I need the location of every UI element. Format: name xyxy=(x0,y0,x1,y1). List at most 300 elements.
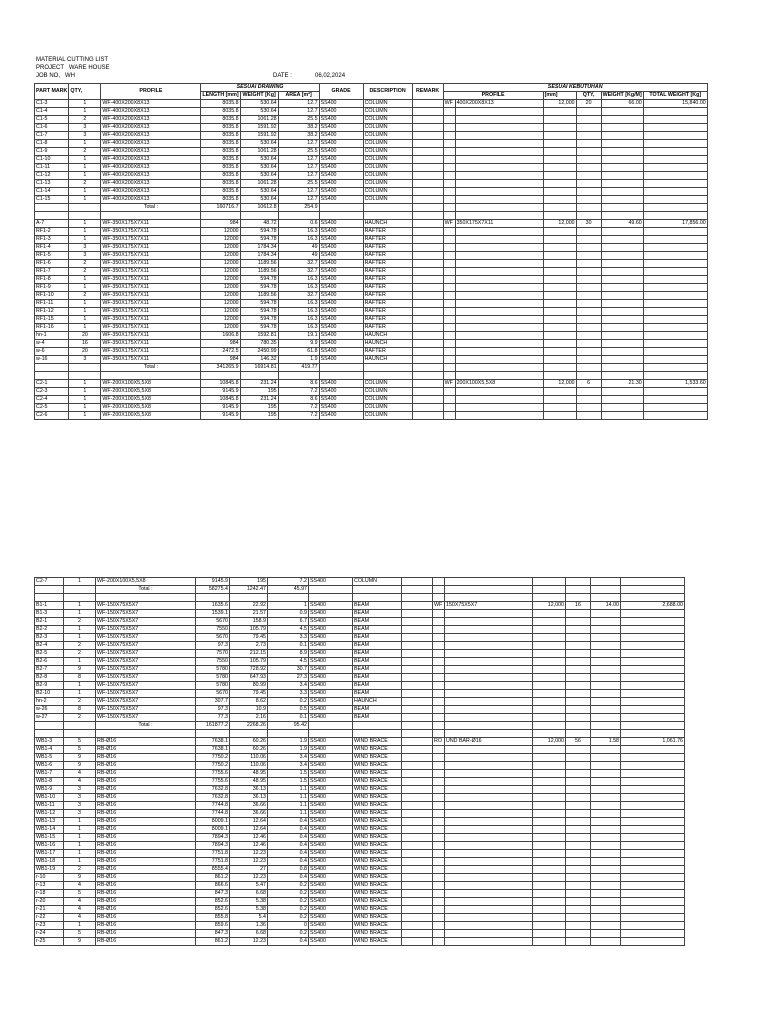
kebutuhan-length-cell xyxy=(543,404,576,412)
empty-cell xyxy=(363,364,412,372)
remark-cell xyxy=(402,714,433,722)
kebutuhan-total-cell: 15,840.00 xyxy=(643,100,707,108)
profile-cell: RB-Ø16 xyxy=(96,746,196,754)
kebutuhan-qty-cell xyxy=(566,938,591,946)
kebutuhan-total-cell xyxy=(621,618,685,626)
remark-cell xyxy=(412,132,443,140)
kebutuhan-type-cell xyxy=(433,778,445,786)
part-mark-cell: B1-3 xyxy=(35,610,64,618)
area-cell: 7.2 xyxy=(268,578,309,586)
kebutuhan-total-cell xyxy=(621,850,685,858)
weight-cell: 5.38 xyxy=(230,906,268,914)
length-cell: 7894.3 xyxy=(196,842,230,850)
grade-cell: SS400 xyxy=(309,898,353,906)
length-cell: 9145.9 xyxy=(201,388,240,396)
empty-cell xyxy=(643,364,707,372)
empty-cell xyxy=(621,722,685,730)
kebutuhan-total-cell xyxy=(643,396,707,404)
table-row xyxy=(35,380,708,388)
remark-cell xyxy=(402,634,433,642)
empty-cell xyxy=(35,730,64,738)
grade-cell: SS400 xyxy=(309,754,353,762)
profile-cell: WF-400X200X8X13 xyxy=(101,180,201,188)
kebutuhan-profile-cell xyxy=(445,906,533,914)
col-grade: GRADE xyxy=(319,84,363,100)
kebutuhan-total-cell xyxy=(643,308,707,316)
blank-row xyxy=(35,372,708,380)
kebutuhan-profile-cell xyxy=(445,794,533,802)
empty-cell xyxy=(35,586,64,594)
profile-cell: WF-150X75X5X7 xyxy=(96,690,196,698)
kebutuhan-total-cell xyxy=(643,196,707,204)
kebutuhan-type-cell xyxy=(433,898,445,906)
weight-cell: 780.35 xyxy=(240,340,278,348)
weight-cell: 2.73 xyxy=(230,642,268,650)
area-cell: 1.1 xyxy=(268,810,309,818)
part-mark-cell: w-26 xyxy=(35,706,64,714)
kebutuhan-total-cell xyxy=(621,578,685,586)
qty-cell: 1 xyxy=(69,404,101,412)
weight-cell: 594.78 xyxy=(240,228,278,236)
empty-cell xyxy=(402,586,433,594)
description-cell: BEAM xyxy=(353,626,402,634)
total-area-cell: 45.97 xyxy=(268,586,309,594)
table-row xyxy=(35,132,708,140)
table-row xyxy=(35,100,708,108)
weight-cell: 2.16 xyxy=(230,714,268,722)
description-cell: WIND BRACE xyxy=(353,826,402,834)
kebutuhan-length-cell xyxy=(533,882,566,890)
kebutuhan-type-cell xyxy=(443,404,455,412)
grade-cell: SS400 xyxy=(309,874,353,882)
area-cell: 8.6 xyxy=(278,396,319,404)
empty-cell xyxy=(576,364,601,372)
kebutuhan-type-cell xyxy=(433,682,445,690)
description-cell: RAFTER xyxy=(363,348,412,356)
kebutuhan-profile-cell xyxy=(455,164,543,172)
description-cell: WIND BRACE xyxy=(353,874,402,882)
description-cell: COLUMN xyxy=(363,124,412,132)
remark-cell xyxy=(412,148,443,156)
kebutuhan-weight-kgm-cell xyxy=(591,754,621,762)
part-mark-cell: C1-10 xyxy=(35,156,69,164)
kebutuhan-profile-cell: 200X100X5,5X8 xyxy=(455,380,543,388)
weight-cell: 231.24 xyxy=(240,380,278,388)
length-cell: 2472.5 xyxy=(201,348,240,356)
total-weight-cell: 10612.8 xyxy=(240,204,278,212)
qty-cell: 2 xyxy=(69,268,101,276)
grade-cell: SS400 xyxy=(319,140,363,148)
kebutuhan-type-cell xyxy=(433,618,445,626)
area-cell: 16.3 xyxy=(278,316,319,324)
profile-cell: RB-Ø16 xyxy=(96,906,196,914)
empty-cell xyxy=(566,586,591,594)
grade-cell: SS400 xyxy=(319,380,363,388)
kebutuhan-length-cell xyxy=(533,682,566,690)
remark-cell xyxy=(412,116,443,124)
kebutuhan-profile-cell xyxy=(445,658,533,666)
kebutuhan-qty-cell xyxy=(566,810,591,818)
qty-cell: 1 xyxy=(69,228,101,236)
kebutuhan-length-cell xyxy=(533,866,566,874)
profile-cell: WF-400X200X8X13 xyxy=(101,124,201,132)
length-cell: 8035.8 xyxy=(201,172,240,180)
kebutuhan-weight-kgm-cell xyxy=(591,690,621,698)
kebutuhan-profile-cell xyxy=(445,682,533,690)
area-cell: 0.1 xyxy=(268,714,309,722)
qty-cell: 3 xyxy=(64,810,96,818)
empty-cell xyxy=(101,212,201,220)
qty-cell: 1 xyxy=(69,140,101,148)
profile-cell: WF-400X200X8X13 xyxy=(101,132,201,140)
kebutuhan-total-cell xyxy=(621,714,685,722)
kebutuhan-qty-cell xyxy=(566,634,591,642)
remark-cell xyxy=(412,292,443,300)
remark-cell xyxy=(412,156,443,164)
kebutuhan-type-cell xyxy=(443,340,455,348)
empty-cell xyxy=(196,730,230,738)
qty-cell: 2 xyxy=(69,260,101,268)
table-row xyxy=(35,124,708,132)
remark-cell xyxy=(402,826,433,834)
kebutuhan-type-cell xyxy=(443,228,455,236)
kebutuhan-qty-cell xyxy=(566,690,591,698)
grade-cell: SS400 xyxy=(309,610,353,618)
kebutuhan-type-cell xyxy=(443,156,455,164)
kebutuhan-qty-cell xyxy=(566,850,591,858)
kebutuhan-total-cell: 17,856.00 xyxy=(643,220,707,228)
remark-cell xyxy=(402,842,433,850)
weight-cell: 110.06 xyxy=(230,762,268,770)
grade-cell: SS400 xyxy=(309,922,353,930)
remark-cell xyxy=(412,100,443,108)
profile-cell: WF-350X175X7X11 xyxy=(101,300,201,308)
kebutuhan-total-cell xyxy=(621,610,685,618)
remark-cell xyxy=(412,356,443,364)
kebutuhan-profile-cell xyxy=(445,642,533,650)
qty-cell: 1 xyxy=(64,842,96,850)
grade-cell: SS400 xyxy=(309,914,353,922)
kebutuhan-type-cell xyxy=(433,802,445,810)
kebutuhan-profile-cell xyxy=(455,292,543,300)
kebutuhan-weight-kgm-cell xyxy=(601,324,643,332)
kebutuhan-length-cell xyxy=(533,674,566,682)
qty-cell: 1 xyxy=(69,220,101,228)
kebutuhan-total-cell xyxy=(621,810,685,818)
kebutuhan-total-cell xyxy=(643,244,707,252)
kebutuhan-profile-cell xyxy=(455,316,543,324)
remark-cell xyxy=(402,674,433,682)
table-row xyxy=(35,276,708,284)
grade-cell: SS400 xyxy=(319,236,363,244)
weight-cell: 1591.92 xyxy=(240,124,278,132)
area-cell: 12.7 xyxy=(278,140,319,148)
weight-cell: 2450.99 xyxy=(240,348,278,356)
part-mark-cell: C1-7 xyxy=(35,132,69,140)
empty-cell xyxy=(455,204,543,212)
area-cell: 49 xyxy=(278,252,319,260)
area-cell: 1.5 xyxy=(268,778,309,786)
grade-cell: SS400 xyxy=(309,850,353,858)
kebutuhan-qty-cell xyxy=(576,116,601,124)
description-cell: BEAM xyxy=(353,666,402,674)
empty-cell xyxy=(363,212,412,220)
qty-cell: 3 xyxy=(64,802,96,810)
grade-cell: SS400 xyxy=(309,738,353,746)
description-cell: COLUMN xyxy=(363,412,412,420)
profile-cell: RB-Ø16 xyxy=(96,834,196,842)
qty-cell: 4 xyxy=(64,906,96,914)
area-cell: 1.5 xyxy=(268,770,309,778)
kebutuhan-length-cell xyxy=(533,714,566,722)
kebutuhan-weight-kgm-cell xyxy=(591,698,621,706)
kebutuhan-type-cell xyxy=(433,706,445,714)
kebutuhan-qty-cell: 20 xyxy=(576,100,601,108)
kebutuhan-type-cell xyxy=(443,108,455,116)
weight-cell: 22.92 xyxy=(230,602,268,610)
length-cell: 12000 xyxy=(201,308,240,316)
remark-cell xyxy=(412,332,443,340)
kebutuhan-qty-cell xyxy=(566,674,591,682)
kebutuhan-qty-cell xyxy=(576,340,601,348)
weight-cell: 10.9 xyxy=(230,706,268,714)
kebutuhan-profile-cell xyxy=(445,690,533,698)
weight-cell: 530.64 xyxy=(240,172,278,180)
table-row xyxy=(35,172,708,180)
remark-cell xyxy=(412,412,443,420)
table-row xyxy=(35,858,685,866)
weight-cell: 158.9 xyxy=(230,618,268,626)
kebutuhan-qty-cell xyxy=(576,228,601,236)
kebutuhan-qty-cell xyxy=(576,284,601,292)
weight-cell: 79.45 xyxy=(230,634,268,642)
kebutuhan-qty-cell xyxy=(566,930,591,938)
table-row xyxy=(35,340,708,348)
description-cell: WIND BRACE xyxy=(353,802,402,810)
kebutuhan-qty-cell xyxy=(576,124,601,132)
part-mark-cell: RF1-4 xyxy=(35,244,69,252)
kebutuhan-total-cell xyxy=(621,826,685,834)
weight-cell: 530.64 xyxy=(240,164,278,172)
kebutuhan-profile-cell xyxy=(445,634,533,642)
qty-cell: 2 xyxy=(64,714,96,722)
table-row xyxy=(35,356,708,364)
grade-cell: SS400 xyxy=(309,786,353,794)
empty-cell xyxy=(278,212,319,220)
profile-cell: WF-350X175X7X11 xyxy=(101,252,201,260)
area-cell: 1.9 xyxy=(278,356,319,364)
kebutuhan-weight-kgm-cell xyxy=(601,340,643,348)
part-mark-cell: C2-1 xyxy=(35,380,69,388)
empty-cell xyxy=(576,372,601,380)
kebutuhan-qty-cell xyxy=(566,826,591,834)
length-cell: 9145.9 xyxy=(196,578,230,586)
grade-cell: SS400 xyxy=(319,300,363,308)
kebutuhan-total-cell xyxy=(621,642,685,650)
description-cell: COLUMN xyxy=(363,196,412,204)
length-cell: 859.6 xyxy=(196,922,230,930)
header-date-label: DATE : xyxy=(273,73,292,79)
kebutuhan-length-cell xyxy=(543,116,576,124)
qty-cell: 1 xyxy=(64,658,96,666)
description-cell: BEAM xyxy=(353,714,402,722)
kebutuhan-qty-cell xyxy=(566,890,591,898)
kebutuhan-profile-cell xyxy=(445,754,533,762)
part-mark-cell: C2-5 xyxy=(35,404,69,412)
empty-cell xyxy=(230,594,268,602)
kebutuhan-type-cell xyxy=(433,626,445,634)
kebutuhan-type-cell xyxy=(433,882,445,890)
remark-cell xyxy=(412,276,443,284)
area-cell: 12.7 xyxy=(278,188,319,196)
part-mark-cell: WB1-19 xyxy=(35,866,64,874)
kebutuhan-total-cell xyxy=(621,690,685,698)
part-mark-cell: C1-6 xyxy=(35,124,69,132)
profile-cell: RB-Ø16 xyxy=(96,858,196,866)
kebutuhan-weight-kgm-cell xyxy=(601,140,643,148)
weight-cell: 1784.34 xyxy=(240,252,278,260)
kebutuhan-total-cell xyxy=(621,682,685,690)
part-mark-cell: WB1-7 xyxy=(35,770,64,778)
empty-cell xyxy=(433,730,445,738)
description-cell: BEAM xyxy=(353,602,402,610)
total-label-cell: Total : xyxy=(96,722,196,730)
weight-cell: 594.78 xyxy=(240,236,278,244)
length-cell: 8555.4 xyxy=(196,866,230,874)
weight-cell: 1189.56 xyxy=(240,260,278,268)
remark-cell xyxy=(402,706,433,714)
kebutuhan-weight-kgm-cell xyxy=(591,770,621,778)
qty-cell: 3 xyxy=(64,794,96,802)
kebutuhan-weight-kgm-cell xyxy=(591,778,621,786)
kebutuhan-type-cell xyxy=(443,260,455,268)
kebutuhan-type-cell xyxy=(433,794,445,802)
empty-cell xyxy=(576,204,601,212)
part-mark-cell: B2-8 xyxy=(35,674,64,682)
grade-cell: SS400 xyxy=(319,260,363,268)
empty-cell xyxy=(443,364,455,372)
qty-cell: 8 xyxy=(64,674,96,682)
grade-cell: SS400 xyxy=(319,404,363,412)
blank-row xyxy=(35,730,685,738)
description-cell: WIND BRACE xyxy=(353,858,402,866)
empty-cell xyxy=(643,204,707,212)
col-weight-kgm: WEIGHT [Kg/M] xyxy=(602,92,642,98)
kebutuhan-length-cell xyxy=(533,938,566,946)
part-mark-cell: r-22 xyxy=(35,914,64,922)
profile-cell: WF-350X175X7X11 xyxy=(101,292,201,300)
profile-cell: WF-150X75X5X7 xyxy=(96,706,196,714)
kebutuhan-length-cell xyxy=(533,842,566,850)
weight-cell: 105.79 xyxy=(230,626,268,634)
grade-cell: SS400 xyxy=(319,132,363,140)
blank-row xyxy=(35,212,708,220)
kebutuhan-total-cell xyxy=(643,316,707,324)
part-mark-cell: WB1-18 xyxy=(35,858,64,866)
profile-cell: WF-400X200X8X13 xyxy=(101,164,201,172)
empty-cell xyxy=(402,730,433,738)
description-cell: COLUMN xyxy=(363,164,412,172)
qty-cell: 3 xyxy=(69,132,101,140)
kebutuhan-weight-kgm-cell xyxy=(601,412,643,420)
weight-cell: 6.68 xyxy=(230,930,268,938)
grade-cell: SS400 xyxy=(309,666,353,674)
kebutuhan-profile-cell xyxy=(455,172,543,180)
kebutuhan-profile-cell xyxy=(455,308,543,316)
remark-cell xyxy=(412,260,443,268)
kebutuhan-total-cell xyxy=(643,388,707,396)
profile-cell: RB-Ø16 xyxy=(96,786,196,794)
remark-cell xyxy=(412,196,443,204)
kebutuhan-total-cell xyxy=(621,858,685,866)
part-mark-cell: w-6 xyxy=(35,348,69,356)
qty-cell: 9 xyxy=(64,874,96,882)
table-row xyxy=(35,268,708,276)
profile-cell: RB-Ø16 xyxy=(96,810,196,818)
area-cell: 16.3 xyxy=(278,300,319,308)
description-cell: HAUNCH xyxy=(363,356,412,364)
col-mm: [mm] xyxy=(543,92,576,100)
part-mark-cell: r-24 xyxy=(35,930,64,938)
kebutuhan-type-cell xyxy=(443,316,455,324)
kebutuhan-profile-cell xyxy=(445,578,533,586)
empty-cell xyxy=(621,730,685,738)
kebutuhan-total-cell xyxy=(643,228,707,236)
weight-cell: 110.06 xyxy=(230,754,268,762)
area-cell: 0.1 xyxy=(268,642,309,650)
description-cell: RAFTER xyxy=(363,252,412,260)
area-cell: 0.4 xyxy=(268,938,309,946)
grade-cell: SS400 xyxy=(319,188,363,196)
kebutuhan-length-cell xyxy=(543,164,576,172)
weight-cell: 12.46 xyxy=(230,842,268,850)
qty-cell: 5 xyxy=(64,738,96,746)
kebutuhan-total-cell xyxy=(621,938,685,946)
qty-cell: 4 xyxy=(64,898,96,906)
kebutuhan-qty-cell xyxy=(576,188,601,196)
remark-cell xyxy=(412,308,443,316)
remark-cell xyxy=(402,906,433,914)
kebutuhan-profile-cell xyxy=(455,156,543,164)
kebutuhan-type-cell xyxy=(433,906,445,914)
kebutuhan-total-cell xyxy=(643,348,707,356)
remark-cell xyxy=(402,810,433,818)
kebutuhan-length-cell xyxy=(543,356,576,364)
kebutuhan-total-cell xyxy=(621,626,685,634)
kebutuhan-weight-kgm-cell xyxy=(591,874,621,882)
remark-cell xyxy=(402,618,433,626)
total-length-cell: 58275.4 xyxy=(196,586,230,594)
kebutuhan-type-cell xyxy=(443,172,455,180)
kebutuhan-length-cell xyxy=(533,754,566,762)
col-area: AREA [m²] xyxy=(278,92,319,100)
kebutuhan-length-cell xyxy=(533,610,566,618)
qty-cell: 5 xyxy=(64,890,96,898)
kebutuhan-type-cell xyxy=(433,642,445,650)
area-cell: 7.2 xyxy=(278,412,319,420)
kebutuhan-qty-cell xyxy=(566,642,591,650)
description-cell: BEAM xyxy=(353,610,402,618)
kebutuhan-length-cell xyxy=(543,284,576,292)
kebutuhan-length-cell: 12,000 xyxy=(543,380,576,388)
part-mark-cell: r-25 xyxy=(35,938,64,946)
weight-cell: 8.62 xyxy=(230,698,268,706)
grade-cell: SS400 xyxy=(309,650,353,658)
table-row xyxy=(35,332,708,340)
kebutuhan-length-cell xyxy=(533,898,566,906)
weight-cell: 594.78 xyxy=(240,300,278,308)
table-row xyxy=(35,308,708,316)
